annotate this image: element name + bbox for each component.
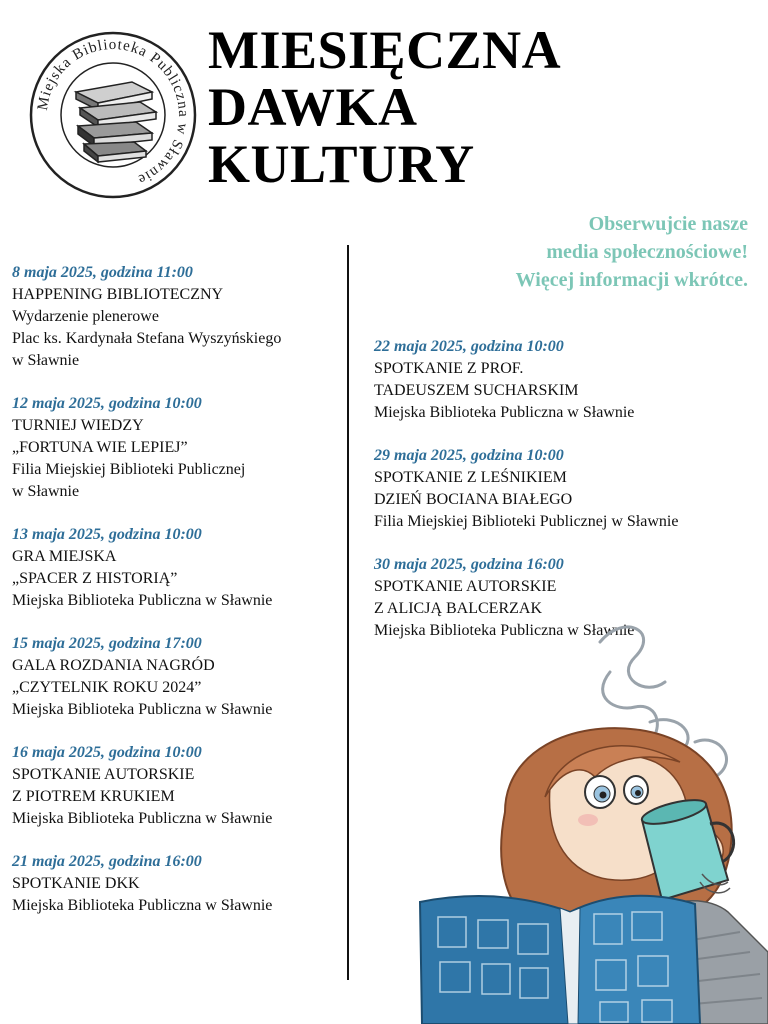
event-date: 12 maja 2025, godzina 10:00: [12, 395, 202, 412]
reading-girl-illustration: [410, 612, 768, 1024]
event-subtitle: „FORTUNA WIE LEPIEJ”: [12, 439, 188, 456]
event-date: 16 maja 2025, godzina 10:00: [12, 744, 202, 761]
event-item: [12, 742, 342, 830]
event-title: SPOTKANIE AUTORSKIE: [374, 578, 557, 595]
event-title: HAPPENING BIBLIOTECZNY: [12, 286, 224, 303]
event-date: 13 maja 2025, godzina 10:00: [12, 526, 202, 543]
library-logo: [28, 30, 198, 200]
title-line: DAWKA: [208, 77, 418, 137]
event-item: [12, 393, 342, 503]
social-line: media społecznościowe!: [546, 241, 748, 263]
event-location: Plac ks. Kardynała Stefana Wyszyńskiego: [12, 330, 282, 347]
event-title: GALA ROZDANIA NAGRÓD: [12, 657, 215, 674]
event-title: TURNIEJ WIEDZY: [12, 417, 144, 434]
logo-ring-text: Miejska Biblioteka Publiczna w Sławnie: [34, 36, 192, 188]
event-item: [12, 524, 342, 612]
events-left-column: [12, 262, 342, 938]
event-date: 21 maja 2025, godzina 16:00: [12, 853, 202, 870]
event-title: SPOTKANIE Z PROF.: [374, 360, 524, 377]
event-location: Miejska Biblioteka Publiczna w Sławnie: [12, 701, 273, 718]
event-item: [12, 633, 342, 721]
event-location: w Sławnie: [12, 483, 80, 500]
event-location: Filia Miejskiej Biblioteki Publicznej: [12, 461, 246, 478]
event-date: 8 maja 2025, godzina 11:00: [12, 264, 193, 281]
event-subtitle: „CZYTELNIK ROKU 2024”: [12, 679, 202, 696]
event-location: Miejska Biblioteka Publiczna w Sławnie: [12, 810, 273, 827]
event-subtitle: „SPACER Z HISTORIĄ”: [12, 570, 178, 587]
event-title: GRA MIEJSKA: [12, 548, 117, 565]
event-location: Miejska Biblioteka Publiczna w Sławnie: [374, 404, 635, 421]
event-location: Miejska Biblioteka Publiczna w Sławnie: [12, 592, 273, 609]
event-item: [374, 445, 754, 533]
event-date: 15 maja 2025, godzina 17:00: [12, 635, 202, 652]
title-line: KULTURY: [208, 134, 475, 194]
event-date: 29 maja 2025, godzina 10:00: [374, 447, 564, 464]
open-book-icon: [420, 896, 700, 1024]
social-line: Obserwujcie nasze: [588, 213, 748, 235]
social-line: Więcej informacji wkrótce.: [515, 269, 748, 291]
event-subtitle: DZIEŃ BOCIANA BIAŁEGO: [374, 491, 573, 508]
event-date: 30 maja 2025, godzina 16:00: [374, 556, 564, 573]
event-item: [12, 851, 342, 917]
event-title: SPOTKANIE DKK: [12, 875, 140, 892]
event-location: w Sławnie: [12, 352, 80, 369]
event-title: SPOTKANIE AUTORSKIE: [12, 766, 195, 783]
event-location: Miejska Biblioteka Publiczna w Sławnie: [12, 897, 273, 914]
event-subtitle: TADEUSZEM SUCHARSKIM: [374, 382, 579, 399]
column-divider: [347, 245, 349, 980]
social-media-note: [516, 210, 748, 294]
event-item: [12, 262, 342, 372]
event-subtitle: Z PIOTREM KRUKIEM: [12, 788, 175, 805]
title-line: MIESIĘCZNA: [208, 20, 562, 80]
event-date: 22 maja 2025, godzina 10:00: [374, 338, 564, 355]
books-stack-icon: [76, 82, 156, 162]
event-title: SPOTKANIE Z LEŚNIKIEM: [374, 469, 567, 486]
event-detail: Wydarzenie plenerowe: [12, 308, 159, 325]
event-subtitle: Z ALICJĄ BALCERZAK: [374, 600, 542, 617]
page-title: [208, 22, 561, 193]
event-location: Miejska Biblioteka Publiczna w Sławnie: [374, 622, 635, 639]
event-location: Filia Miejskiej Biblioteki Publicznej w Sławnie: [374, 513, 679, 530]
event-item: [374, 336, 754, 424]
